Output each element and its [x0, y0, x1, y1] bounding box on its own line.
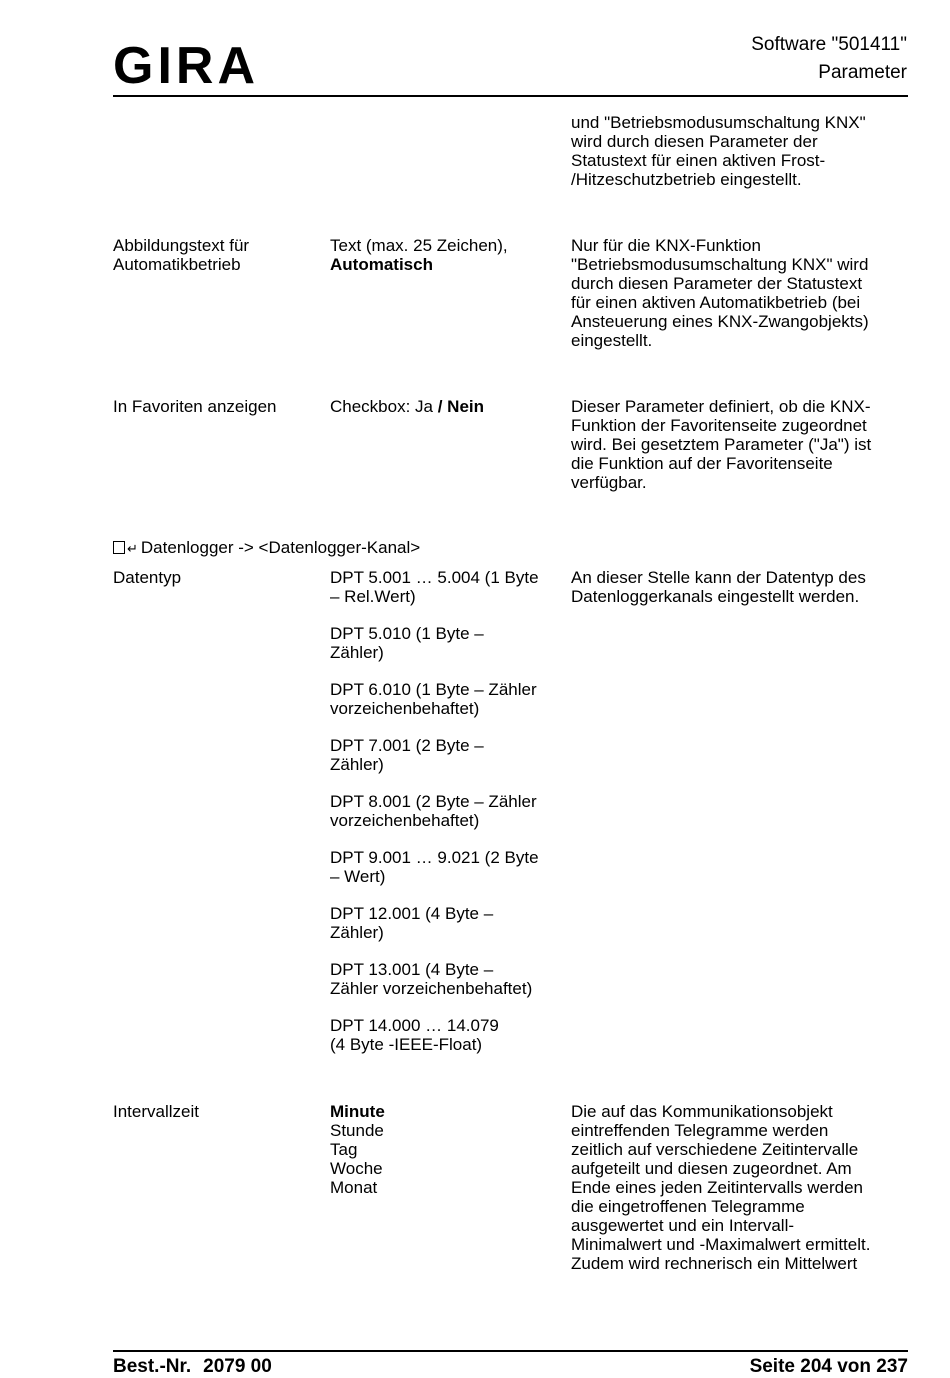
software-title: Software "501411": [751, 34, 907, 55]
section-title: Parameter: [818, 62, 907, 83]
param-value-intervallzeit: Minute Stunde Tag Woche Monat: [330, 1102, 385, 1197]
footer-divider: [113, 1350, 908, 1352]
param-name-abbildungstext: Abbildungstext für Automatikbetrieb: [113, 236, 250, 274]
datentyp-option: DPT 14.000 … 14.079 (4 Byte -IEEE-Float): [330, 1016, 499, 1054]
datentyp-option: DPT 5.010 (1 Byte – Zähler): [330, 624, 484, 662]
order-number: Best.-Nr. 2079 00: [113, 1356, 272, 1377]
param-desc-intervallzeit: Die auf das Kommunikationsobjekt eintreffenden Telegramme werden zeitlich auf verschiedene Zeitintervalle aufgeteilt und diesen zugeordnet. Am Ende eines jeden Zeitintervalls werden die eingetroffenen Telegramme ausgewertet und ein Intervall- Minimalwert und -Maximalwert ermittelt. Zudem wird rechnerisch ein Mittelwert: [571, 1102, 871, 1273]
param-name-favoriten: In Favoriten anzeigen: [113, 397, 277, 416]
datentyp-option: DPT 5.001 … 5.004 (1 Byte – Rel.Wert): [330, 568, 539, 606]
datentyp-option: DPT 8.001 (2 Byte – Zähler vorzeichenbehaftet): [330, 792, 537, 830]
section-heading-datenlogger: ↵ Datenlogger -> <Datenlogger-Kanal>: [113, 538, 713, 558]
param-desc-datentyp: An dieser Stelle kann der Datentyp des Datenloggerkanals eingestellt werden.: [571, 568, 866, 606]
datentyp-option: DPT 9.001 … 9.021 (2 Byte – Wert): [330, 848, 539, 886]
param-name-intervallzeit: Intervallzeit: [113, 1102, 199, 1121]
param-name-datentyp: Datentyp: [113, 568, 182, 587]
param-desc-abbildungstext: Nur für die KNX-Funktion "Betriebsmodusumschaltung KNX" wird durch diesen Parameter der Statustext für einen aktiven Automatikbetrieb (bei Ansteuerung eines KNX-Zwangobjekts) eingestellt.: [571, 236, 869, 350]
param-value-abbildungstext: Text (max. 25 Zeichen), Automatisch: [330, 236, 508, 274]
param-value-datentyp: [330, 568, 565, 1054]
datentyp-option: DPT 7.001 (2 Byte – Zähler): [330, 736, 484, 774]
datentyp-option: DPT 12.001 (4 Byte – Zähler): [330, 904, 494, 942]
intro-description: und "Betriebsmodusumschaltung KNX" wird durch diesen Parameter der Statustext für einen aktiven Frost- /Hitzeschutzbetrieb eingestellt.: [571, 113, 866, 189]
datentyp-option: DPT 13.001 (4 Byte – Zähler vorzeichenbehaftet): [330, 960, 533, 998]
header-divider: [113, 95, 908, 97]
arrow-icon: ↵: [127, 541, 138, 556]
param-value-favoriten: Checkbox: Ja / Nein: [330, 397, 485, 416]
page-number: Seite 204 von 237: [749, 1356, 908, 1377]
parameter-window-icon: [113, 541, 125, 554]
gira-logo: GIRA: [113, 37, 259, 95]
param-desc-favoriten: Dieser Parameter definiert, ob die KNX- Funktion der Favoritenseite zugeordnet wird. Bei gesetztem Parameter ("Ja") ist die Funktion auf der Favoritenseite verfügbar.: [571, 397, 872, 492]
datentyp-option: DPT 6.010 (1 Byte – Zähler vorzeichenbehaftet): [330, 680, 537, 718]
